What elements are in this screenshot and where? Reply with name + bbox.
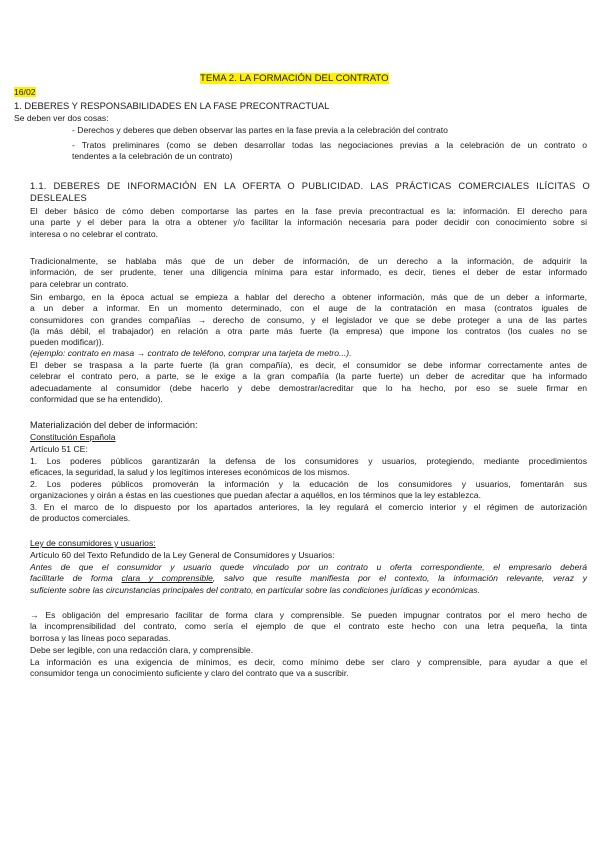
section-1-lead: Se deben ver dos cosas: [14, 113, 109, 123]
ley-heading-text: Ley de consumidores y usuarios: [30, 538, 156, 548]
paragraph-line: → Es obligación del empresario facilitar de forma clara y comprensible. Se pueden impugnar contratos por el mero hecho de [30, 610, 587, 620]
constitucion-heading [30, 432, 116, 443]
paragraph-line: consumidor tenga un conocimiento suficiente y claro del contrato que va a suscribir. [30, 668, 349, 679]
materializacion-heading: Materialización del deber de información: [30, 420, 198, 430]
paragraph-line: (la más débil, el trabajador) en relación a otra parte más fuerte (la empresa) que impone los contratos (los cuales no se [30, 325, 587, 336]
paragraph-line: una parte y el deber para la otra a obtener y/o facilitar la información necesaria para poder decidir con conocimiento sobre si [30, 217, 587, 228]
example-line: (ejemplo: contrato en masa → contrato de teléfono, comprar una tarjeta de metro...). [30, 348, 352, 359]
bullet-line: - Tratos preliminares (como se deben desarrollar todas las negociaciones previas a la celebración de un contrato o [72, 140, 587, 150]
paragraph-6: Debe ser legible, con una redacción clara, y comprensible. [30, 645, 254, 655]
paragraph-line: El deber se traspasa a la parte fuerte (la gran compañía), es decir, el consumidor se debe informar correctamente antes de [30, 360, 587, 370]
underlined-phrase: clara y comprensible [121, 573, 213, 584]
quote-text: , salvo que resulte manifiesta por el contexto, la información relevante, veraz y [212, 573, 588, 584]
paragraph-line: adecuadamente al consumidor (debe hacerlo y debe demostrar/acreditar que lo ha hecho, por eso se suele firmar en [30, 382, 587, 393]
section-1-heading: 1. DEBERES Y RESPONSABILIDADES EN LA FASE PRECONTRACTUAL [14, 100, 330, 111]
paragraph-line: 1. Los poderes públicos garantizarán la defensa de los consumidores y usuarios, protegiendo, mediante procedimientos [30, 456, 587, 466]
article-60-quote [30, 562, 587, 596]
paragraph-line: organizaciones y oirán a éstas en las cuestiones que puedan afectar a aquéllos, en los términos que la ley establezca. [30, 490, 481, 501]
paragraph-2 [30, 256, 587, 290]
paragraph-line: pueden modificar)). [30, 337, 105, 348]
paragraph-line: borrosa y las líneas poco separadas. [30, 632, 171, 643]
heading-line: DESLEALES [30, 192, 87, 204]
heading-line: 1.1. DEBERES DE INFORMACIÓN EN LA OFERTA O PUBLICIDAD. LAS PRÁCTICAS COMERCIALES ILÍCITAS O [30, 180, 590, 191]
quote-text: facilitarle de forma [30, 573, 122, 584]
paragraph-line: para celebrar un contrato. [30, 278, 129, 289]
paragraph-line: La información es una exigencia de mínimos, es decir, como mínimo debe ser claro y comprensible, para ayudar a que el [30, 657, 587, 667]
document-title [200, 73, 389, 85]
quote-line: suficiente sobre las circunstancias principales del contrato, en particular sobre las condiciones jurídicas y económicas. [30, 584, 480, 595]
paragraph-5 [30, 610, 587, 644]
paragraph-line: celebrar el contrato pero, a parte, se le exige a la gran compañía (la parte fuerte) un deber de acreditar que ha informado [30, 371, 587, 382]
bullet-item [72, 125, 587, 136]
quote-line: Antes de que el consumidor y usuario quede vinculado por un contrato u oferta correspondiente, el empresario deberá [30, 562, 587, 572]
quote-line [30, 573, 587, 584]
paragraph-line: la incomprensibilidad del contrato, como sería el ejemplo de que el contrato este hecho con una letra pequeña, la tinta [30, 621, 587, 632]
paragraph-1 [30, 206, 587, 240]
bullet-line: - Derechos y deberes que deben observar las partes en la fase previa a la celebración del contrato [72, 125, 448, 135]
articulo-51-label: Artículo 51 CE: [30, 444, 88, 454]
paragraph-3 [30, 292, 587, 360]
ley-heading [30, 538, 156, 549]
bullet-item [72, 140, 587, 163]
constitucion-heading-text: Constitución Española [30, 432, 116, 442]
date-highlight: 16/02 [14, 87, 36, 97]
paragraph-line: interesa o no celebrar el contrato. [30, 228, 159, 239]
paragraph-4 [30, 360, 587, 405]
title-highlight: TEMA 2. LA FORMACIÓN DEL CONTRATO [200, 73, 389, 84]
paragraph-line: 2. Los poderes públicos promoverán la información y la educación de los consumidores y usuarios, fomentarán sus [30, 479, 587, 489]
paragraph-line: 3. En el marco de lo dispuesto por los apartados anteriores, la ley regulará el comercio interior y el régimen de autorización [30, 502, 587, 512]
paragraph-line: Sin embargo, en la época actual se empieza a hablar del derecho a obtener información, más que de un deber a informarte, [30, 292, 587, 302]
paragraph-line: Tradicionalmente, se hablaba más que de un deber de información, de un derecho a la información, de adquirir la [30, 256, 587, 266]
paragraph-7 [30, 657, 587, 680]
paragraph-line: de productos comerciales. [30, 513, 131, 524]
articulo-60-label: Artículo 60 del Texto Refundido de la Ley General de Consumidores y Usuarios: [30, 550, 335, 560]
paragraph-line: consumidores con grandes compañías → derecho de consumo, y el legislador ve que se debe proteger a una de las partes [30, 314, 587, 325]
article-51-point-1 [30, 456, 587, 479]
bullet-line: tendentes a la celebración de un contrato) [72, 151, 233, 162]
paragraph-line: a un deber a informar. En un momento determinado, con el auge de la contratación en masa (contratos iguales de [30, 303, 587, 314]
paragraph-line: conformidad que se ha entendido). [30, 393, 163, 404]
article-51-point-3 [30, 502, 587, 525]
section-1-1-heading [30, 180, 590, 205]
date-label [14, 87, 36, 98]
article-51-point-2 [30, 479, 587, 502]
paragraph-line: información, de ser prudente, tener una diligencia mínima para estar informado, es decir, tienes el deber de estar informado [30, 267, 587, 278]
paragraph-line: El deber básico de cómo deben comportarse las partes en la fase previa precontractual es la: información. El derecho para [30, 206, 587, 216]
paragraph-line: eficaces, la seguridad, la salud y los legítimos intereses económicos de los mismos. [30, 467, 350, 478]
